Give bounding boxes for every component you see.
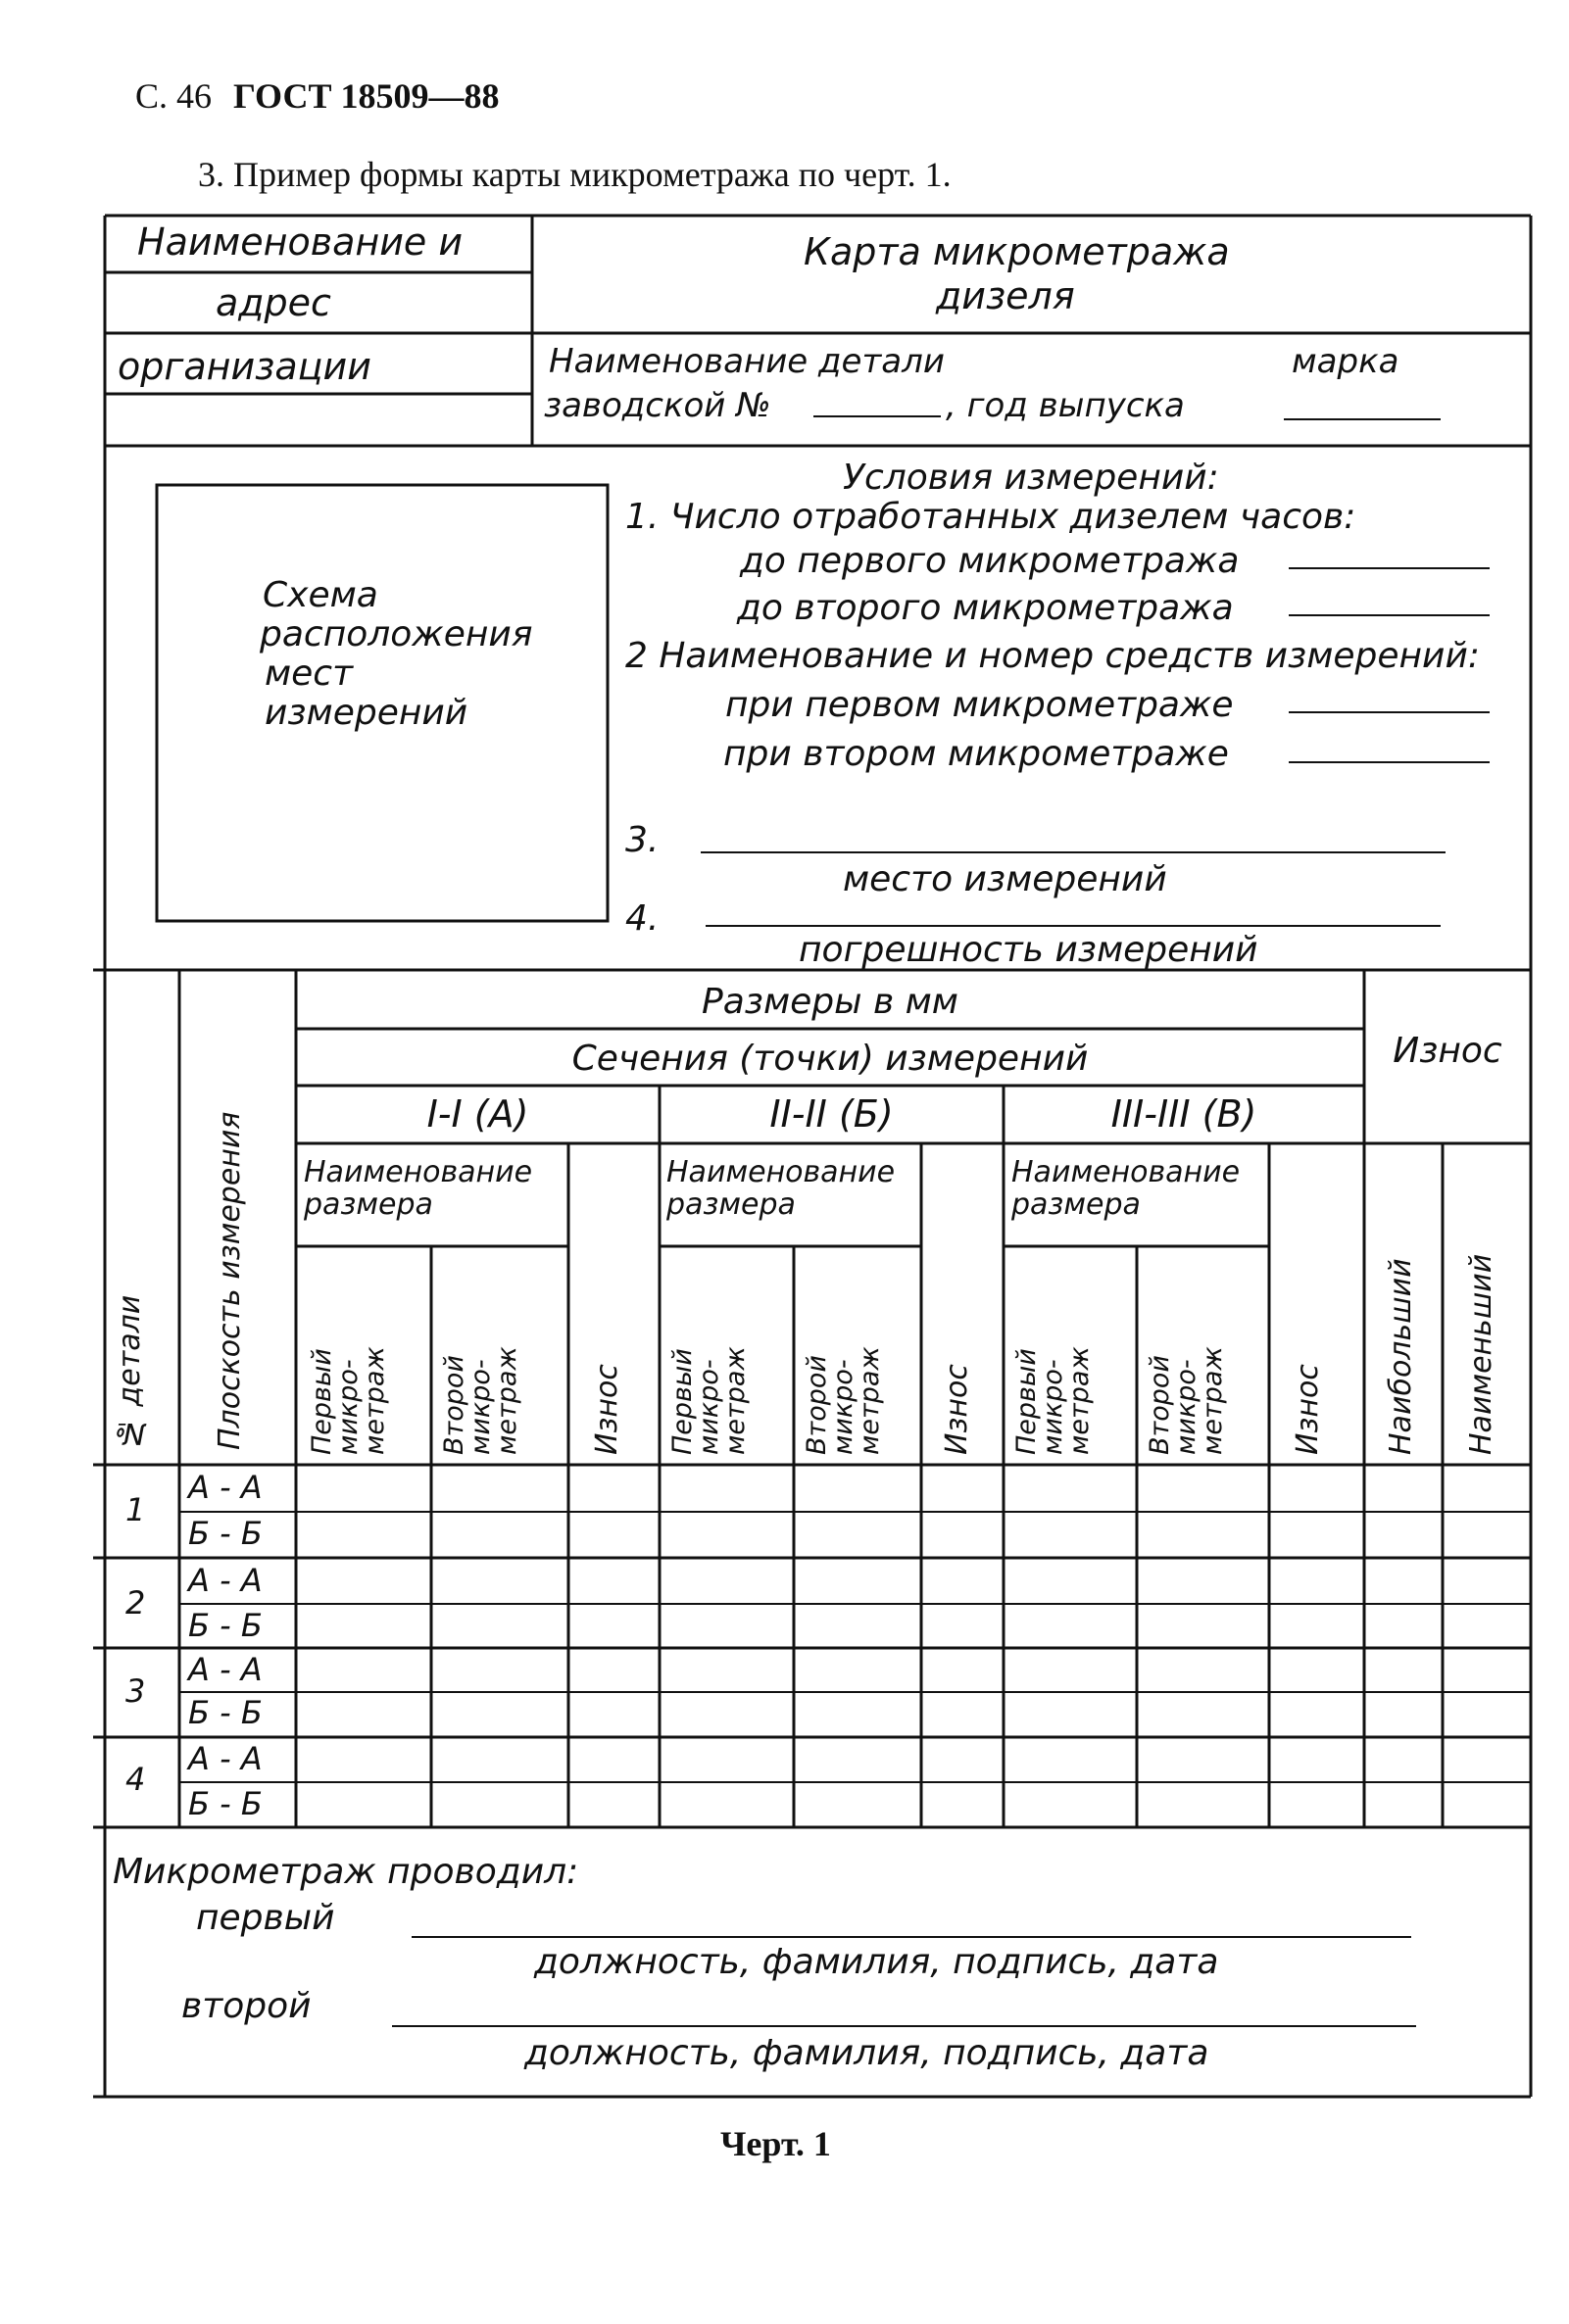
scheme-line2: расположения	[260, 614, 533, 654]
section-2-size-name: Наименование размера	[666, 1155, 896, 1222]
conditions-item4-caption: погрешность измерений	[799, 930, 1258, 970]
signoff-second-label: второй	[181, 1986, 312, 2026]
conditions-item3-caption: место измерений	[843, 859, 1167, 899]
section-2-label: II-II (Б)	[769, 1092, 894, 1136]
scheme-line4: измерений	[265, 693, 468, 733]
row-4-plane-b: Б - Б	[188, 1785, 263, 1822]
serial-number-label: заводской №	[544, 386, 771, 425]
org-label-line1: Наименование и	[137, 220, 464, 264]
section-3-wear: Износ	[1291, 1364, 1325, 1455]
scheme-line1: Схема	[263, 575, 378, 615]
row-1-part: 1	[125, 1491, 146, 1528]
section-3-label: III-III (В)	[1110, 1092, 1257, 1136]
card-title-line1: Карта микрометража	[804, 230, 1230, 273]
conditions-item2a: при первом микрометраже	[725, 685, 1234, 725]
part-name-label: Наименование детали	[549, 342, 945, 381]
sections-header: Сечения (точки) измерений	[571, 1039, 1089, 1079]
year-label: , год выпуска	[946, 386, 1185, 425]
section-1-wear: Износ	[590, 1364, 624, 1455]
row-4-part: 4	[125, 1761, 146, 1798]
page-number: С. 46	[135, 76, 213, 116]
section-2-second-micrometering: Второй микро- метраж	[802, 1346, 885, 1455]
section-3-second-micrometering: Второй микро- метраж	[1145, 1346, 1228, 1455]
section-3-first-micrometering: Первый микро- метраж	[1011, 1346, 1095, 1455]
row-4-plane-a: А - А	[188, 1740, 263, 1777]
standard-number: ГОСТ 18509—88	[233, 76, 500, 116]
figure-caption: Черт. 1	[720, 2124, 831, 2163]
conditions-item2: 2 Наименование и номер средств измерений:	[625, 636, 1480, 676]
wear-max: Наибольший	[1384, 1258, 1418, 1455]
row-3-part: 3	[125, 1672, 146, 1710]
signoff-first-caption: должность, фамилия, подпись, дата	[534, 1942, 1219, 1982]
row-2-plane-a: А - А	[188, 1562, 263, 1599]
conditions-item2b: при втором микрометраже	[723, 734, 1229, 774]
row-1-plane-a: А - А	[188, 1469, 263, 1506]
section-2-first-micrometering: Первый микро- метраж	[667, 1346, 751, 1455]
conditions-title: Условия измерений:	[843, 458, 1219, 498]
row-3-plane-b: Б - Б	[188, 1694, 263, 1731]
conditions-item4-number: 4.	[625, 898, 660, 939]
row-3-plane-a: А - А	[188, 1651, 263, 1688]
row-2-plane-b: Б - Б	[188, 1607, 263, 1644]
mark-label: марка	[1292, 342, 1399, 381]
org-label-line3: организации	[118, 345, 371, 388]
intro-text: 3. Пример формы карты микрометража по черт. 1.	[198, 155, 952, 194]
section-2-wear: Износ	[940, 1364, 974, 1455]
sizes-header: Размеры в мм	[702, 982, 958, 1022]
section-1-second-micrometering: Второй микро- метраж	[439, 1346, 522, 1455]
card-title-line2: дизеля	[936, 274, 1075, 317]
conditions-item1: 1. Число отработанных дизелем часов:	[625, 497, 1356, 537]
section-1-size-name: Наименование размера	[304, 1155, 533, 1222]
section-1-first-micrometering: Первый микро- метраж	[307, 1346, 390, 1455]
wear-min: Наименьший	[1464, 1253, 1498, 1455]
column-part-number: № детали	[113, 1294, 147, 1450]
scheme-line3: мест	[265, 654, 354, 694]
section-3-size-name: Наименование размера	[1011, 1155, 1241, 1222]
org-label-line2: адрес	[216, 281, 331, 324]
wear-header: Износ	[1393, 1031, 1502, 1071]
conditions-item3-number: 3.	[625, 820, 660, 860]
signoff-second-caption: должность, фамилия, подпись, дата	[524, 2033, 1209, 2073]
row-1-plane-b: Б - Б	[188, 1515, 263, 1552]
conditions-item1a: до первого микрометража	[740, 541, 1240, 581]
section-1-label: I-I (A)	[426, 1092, 529, 1136]
conditions-item1b: до второго микрометража	[737, 588, 1234, 628]
signoff-first-label: первый	[196, 1898, 335, 1938]
column-measurement-plane: Плоскость измерения	[213, 1111, 247, 1450]
signoff-title: Микрометраж проводил:	[113, 1852, 579, 1892]
row-2-part: 2	[125, 1584, 146, 1622]
